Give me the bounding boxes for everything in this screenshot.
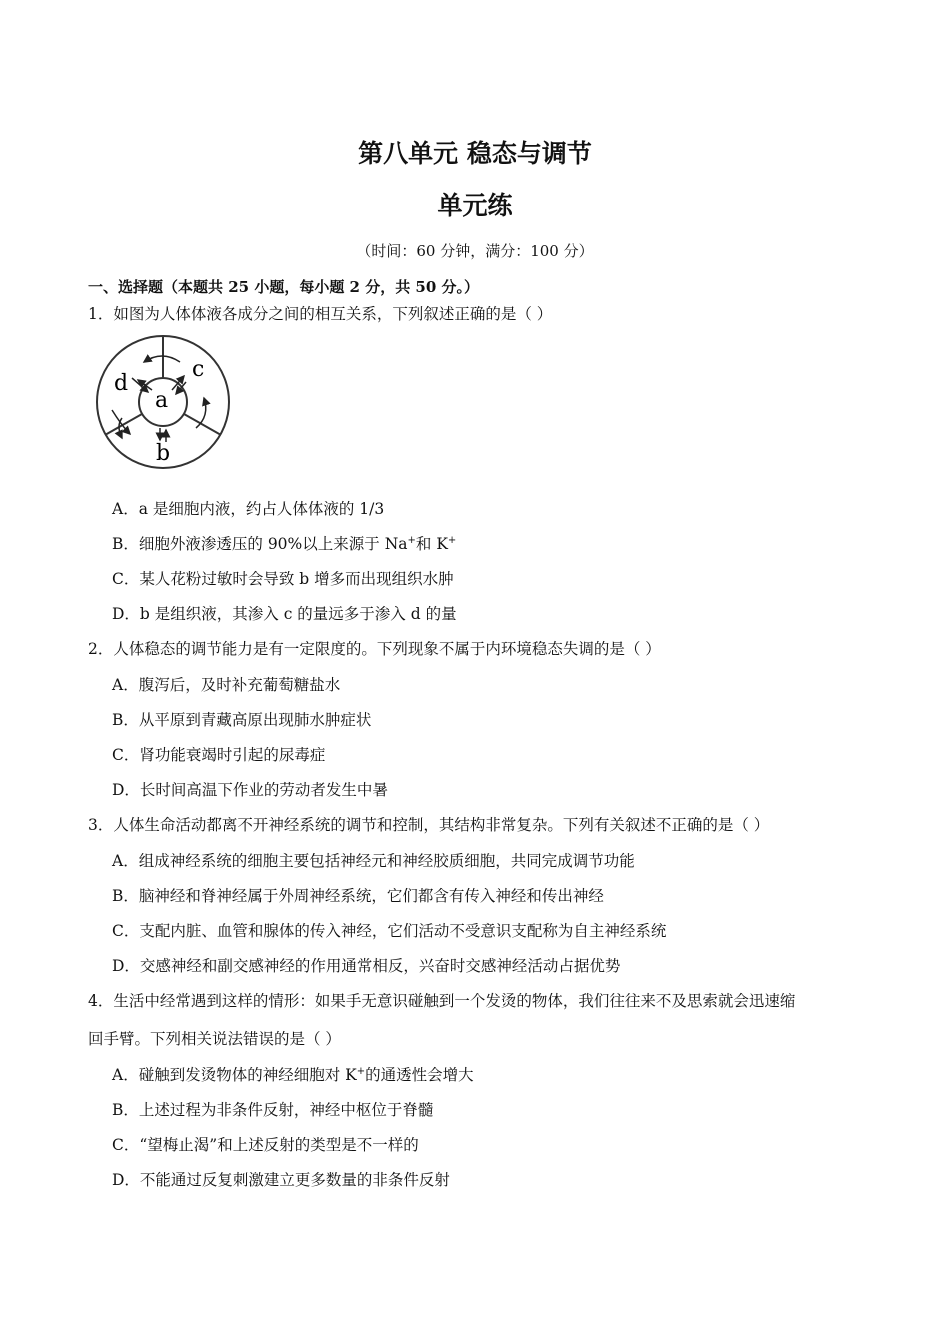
question-4-stem-continued: 回手臂。下列相关说法错误的是（ ） <box>88 1030 341 1048</box>
question-3-stem: 3．人体生命活动都离不开神经系统的调节和控制，其结构非常复杂。下列有关叙述不正确的是（ ） <box>88 816 770 834</box>
question-4-stem: 4．生活中经常遇到这样的情形：如果手无意识碰触到一个发烫的物体，我们往往来不及思索就会迅速缩 <box>88 992 796 1010</box>
q1-option-b: B．细胞外液渗透压的 90%以上来源于 Na+和 K+ <box>112 534 457 553</box>
q1-option-c: C．某人花粉过敏时会导致 b 增多而出现组织水肿 <box>112 570 454 588</box>
exam-meta: （时间：60 分钟，满分：100 分） <box>356 242 594 260</box>
q4-option-c: C．“望梅止渴”和上述反射的类型是不一样的 <box>112 1136 419 1154</box>
q2-option-b: B．从平原到青藏高原出现肺水肿症状 <box>112 711 372 729</box>
label-c: c <box>192 357 205 382</box>
q2-option-c: C．肾功能衰竭时引起的尿毒症 <box>112 746 326 764</box>
body-fluid-diagram <box>92 334 237 469</box>
q3-option-b: B．脑神经和脊神经属于外周神经系统，它们都含有传入神经和传出神经 <box>112 887 604 905</box>
question-2-stem: 2．人体稳态的调节能力是有一定限度的。下列现象不属于内环境稳态失调的是（ ） <box>88 640 661 658</box>
q3-option-d: D．交感神经和副交感神经的作用通常相反，兴奋时交感神经活动占据优势 <box>112 957 621 975</box>
q1-option-a: A．a 是细胞内液，约占人体体液的 1/3 <box>112 500 385 518</box>
q3-option-c: C．支配内脏、血管和腺体的传入神经，它们活动不受意识支配称为自主神经系统 <box>112 922 667 940</box>
q4-option-a: A．碰触到发烫物体的神经细胞对 K+的通透性会增大 <box>112 1065 474 1084</box>
question-1-stem: 1．如图为人体体液各成分之间的相互关系，下列叙述正确的是（ ） <box>88 305 553 323</box>
section-heading: 一、选择题（本题共 25 小题，每小题 2 分，共 50 分。） <box>88 278 480 296</box>
label-a: a <box>155 388 169 413</box>
q2-option-a: A．腹泻后，及时补充葡萄糖盐水 <box>112 676 341 694</box>
q4-option-d: D．不能通过反复刺激建立更多数量的非条件反射 <box>112 1171 450 1189</box>
page-title: 第八单元 稳态与调节 <box>358 139 592 168</box>
q4-option-b: B．上述过程为非条件反射，神经中枢位于脊髓 <box>112 1101 434 1119</box>
label-b: b <box>156 441 171 466</box>
q3-option-a: A．组成神经系统的细胞主要包括神经元和神经胶质细胞，共同完成调节功能 <box>112 852 635 870</box>
q2-option-d: D．长时间高温下作业的劳动者发生中暑 <box>112 781 388 799</box>
label-d: d <box>114 371 129 396</box>
page-subtitle: 单元练 <box>437 191 513 220</box>
q1-option-d: D．b 是组织液，其渗入 c 的量远多于渗入 d 的量 <box>112 605 457 623</box>
